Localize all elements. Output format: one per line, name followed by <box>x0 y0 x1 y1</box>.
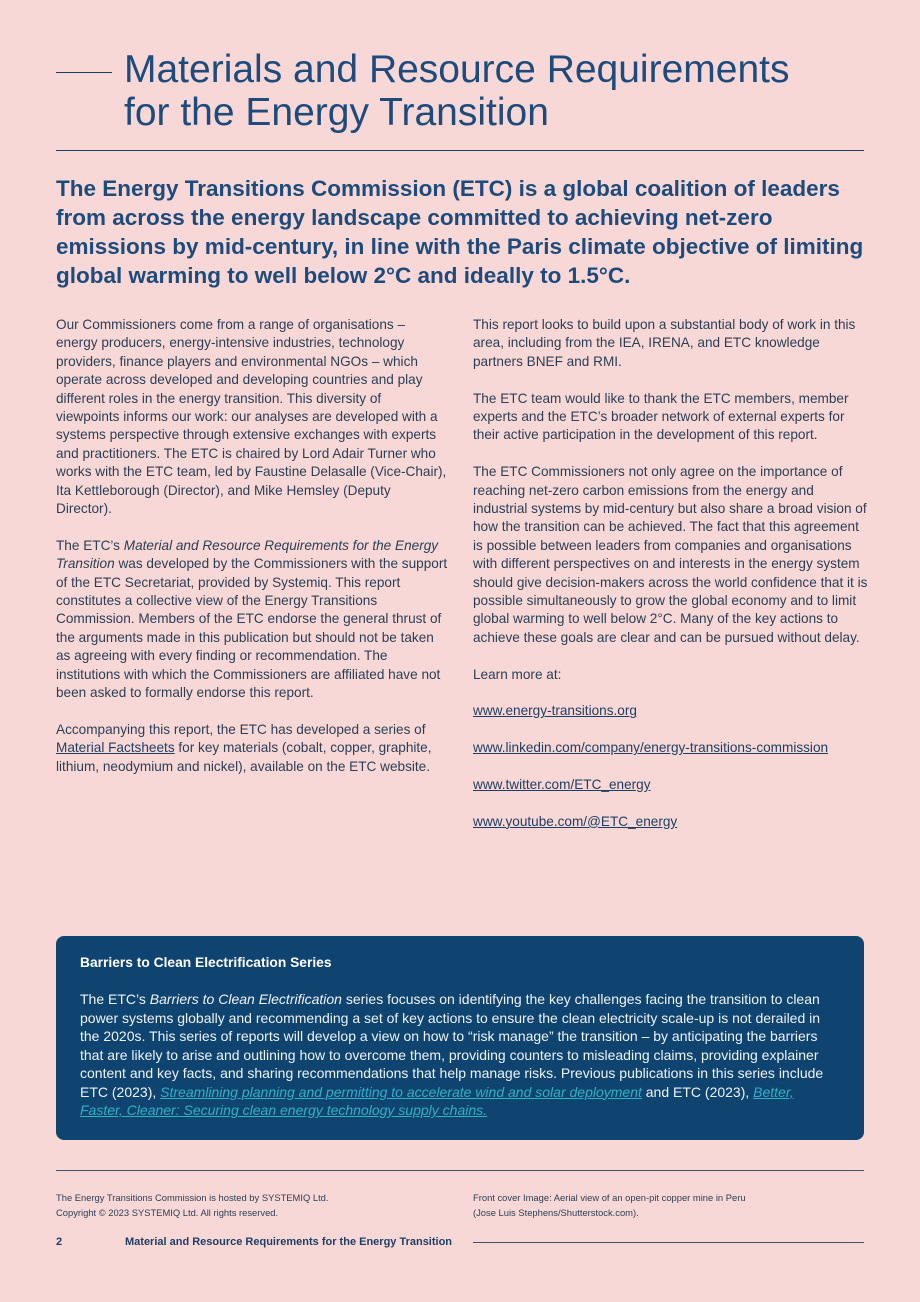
learn-more-label: Learn more at: <box>473 666 562 682</box>
callout-prefix: The ETC’s <box>80 991 150 1007</box>
page-title <box>124 48 884 134</box>
page-number: 2 <box>56 1236 63 1248</box>
p2-rest: was developed by the Commissioners with the support of the ETC Secretariat, provided by Systemiq. This report constitutes a collective view of the Energy Transitions Commission. Members of the ETC endorse the general thrust of the arguments made in this publication but should not be taken as agreeing with every finding or recommendation. The institutions with which the Commissioners are affiliated have not been asked to formally endorse this report. <box>56 556 448 701</box>
report-title-italic: Material and Resource Requirements for the Energy Transition <box>56 537 439 572</box>
hosting-notice <box>56 1190 456 1220</box>
p2-prefix: The ETC’s <box>56 537 124 553</box>
hosting-line: The Energy Transitions Commission is hosted by SYSTEMIQ Ltd. <box>56 1192 329 1203</box>
series-name-italic: Barriers to Clean Electrification <box>149 991 342 1007</box>
title-line-1: Materials and Resource Requirements <box>124 48 790 91</box>
factsheets-paragraph <box>56 721 448 776</box>
title-divider <box>56 150 864 151</box>
title-line-2: for the Energy Transition <box>124 91 549 134</box>
lead-paragraph: The Energy Transitions Commission (ETC) is a global coalition of leaders from across the energy landscape committed to achieving net-zero emissions by mid-century, in line with the Paris climate objective of limiting global warming to well below 2°C and ideally to 1.5°C. <box>56 176 864 288</box>
credit-line-1: Front cover Image: Aerial view of an open-pit copper mine in Peru <box>473 1192 746 1203</box>
twitter-link[interactable]: www.twitter.com/ETC_energy <box>473 777 651 793</box>
material-factsheets-link[interactable]: Material Factsheets <box>56 740 175 756</box>
youtube-link[interactable]: www.youtube.com/@ETC_energy <box>473 813 678 829</box>
right-column <box>473 316 868 850</box>
streamlining-report-link[interactable]: Streamlining planning and permitting to accelerate wind and solar deployment <box>160 1083 642 1100</box>
thanks-paragraph: The ETC team would like to thank the ETC members, member experts and the ETC’s broader network of external experts for their active participation in the development of this report. <box>473 390 849 443</box>
callout-mid: and ETC (2023), <box>641 1083 754 1100</box>
copyright-line: Copyright © 2023 SYSTEMIQ Ltd. All rights reserved. <box>56 1207 279 1218</box>
series-callout-box <box>56 936 864 1140</box>
report-development-paragraph <box>56 537 448 703</box>
callout-title: Barriers to Clean Electrification Series <box>80 955 332 970</box>
commissioners-paragraph: Our Commissioners come from a range of organisations – energy producers, energy-intensive industries, technology providers, finance players and environmental NGOs – which operate across developed and developing countries and play different roles in the energy transition. This diversity of viewpoints informs our work: our analyses are developed with a systems perspective through extensive exchanges with experts and practitioners. The ETC is chaired by Lord Adair Turner who works with the ETC team, led by Faustine Delasalle (Vice-Chair), Ita Kettleborough (Director), and Mike Hemsley (Deputy Director). <box>56 317 447 517</box>
linkedin-link[interactable]: www.linkedin.com/company/energy-transitions-commission <box>473 740 829 756</box>
links-list <box>473 702 868 831</box>
callout-text: series focuses on identifying the key challenges facing the transition to clean power systems globally and recommending a set of key actions to ensure the clean electricity scale-up is not derailed in the 2020s. This series of reports will develop a view on how to “risk manage” the transition – by anticipating the barriers that are likely to arise and outlining how to overcome them, providing counters to misleading claims, providing explainer content and key facts, and sharing recommendations that help manage risks. Previous publications in this series include ETC (2023), <box>80 991 824 1100</box>
footer-divider <box>56 1170 864 1171</box>
supply-chains-report-link[interactable]: Better, Faster, Cleaner: Securing clean energy technology supply chains. <box>80 1083 794 1118</box>
title-rule <box>56 72 112 73</box>
agreement-paragraph: The ETC Commissioners not only agree on the importance of reaching net-zero carbon emissions from the energy and industrial systems by mid-century but also share a broad vision of how the transition can be achieved. The fact that this agreement is possible between leaders from companies and organisations with different perspectives on and interests in the energy system should give decision-makers across the world confidence that it is possible simultaneously to grow the global economy and to limit global warming to well below 2°C. Many of the key actions to achieve these goals are clear and can be pursued without delay. <box>473 464 868 645</box>
callout-body <box>80 990 836 1120</box>
website-link[interactable]: www.energy-transitions.org <box>473 703 637 719</box>
running-title: Material and Resource Requirements for the Energy Transition <box>125 1236 453 1248</box>
credit-line-2: (Jose Luis Stephens/Shutterstock.com). <box>473 1207 639 1218</box>
cover-image-credit <box>473 1190 873 1220</box>
p3-rest: for key materials (cobalt, copper, graphite, lithium, neodymium and nickel), available on the ETC website. <box>56 740 432 774</box>
footer-rule <box>473 1242 864 1243</box>
p3-prefix: Accompanying this report, the ETC has developed a series of <box>56 721 426 737</box>
body-of-work-paragraph: This report looks to build upon a substantial body of work in this area, including from the IEA, IRENA, and ETC knowledge partners BNEF and RMI. <box>473 317 856 369</box>
left-column <box>56 316 448 795</box>
